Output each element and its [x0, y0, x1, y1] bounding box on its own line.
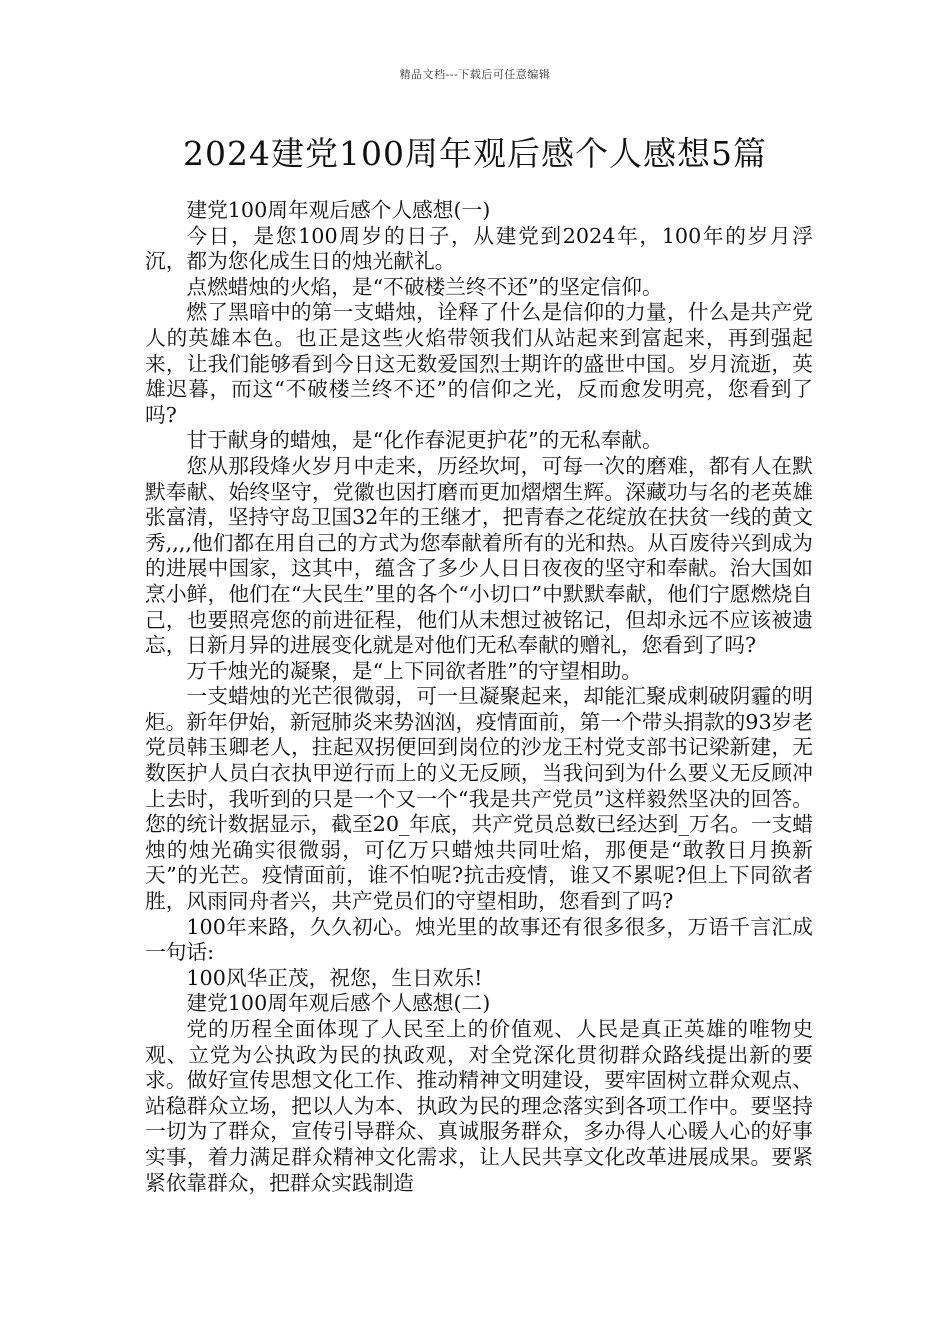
- section-heading-2: 建党100周年观后感个人感想(二): [186, 991, 491, 1016]
- paragraph: 甘于献身的蜡烛，是“化作春泥更护花”的无私奉献。: [186, 428, 663, 453]
- section-heading-1: 建党100周年观后感个人感想(一): [186, 198, 491, 222]
- paragraph: 万千烛光的凝聚，是“上下同欲者胜”的守望相助。: [186, 658, 642, 683]
- paragraph: 燃了黑暗中的第一支蜡烛，诠释了什么是信仰的力量，什么是共产党人的英雄本色。也正是这些火焰带领我们从站起来到富起来，再到强起来，让我们能够看到今日这无数爱国烈士期许的盛世中国。岁月流逝，英雄迟暮，而这“不破楼兰终不还”的信仰之光，反而愈发明亮，您看到了吗?: [145, 300, 813, 427]
- header-note: 精品文档---下载后可任意编辑: [399, 68, 551, 81]
- paragraph: 党的历程全面体现了人民至上的价值观、人民是真正英雄的唯物史观、立党为公执政为民的执政观，对全党深化贯彻群众路线提出新的要求。做好宣传思想文化工作、推动精神文明建设，要牢固树立群众观点、站稳群众立场，把以人为本、执政为民的理念落实到各项工作中。要坚持一切为了群众，宣传引导群众、真诚服务群众，多办得人心暖人心的好事实事，着力满足群众精神文化需求，让人民共享文化改革进展成果。要紧紧依靠群众，把群众实践制造: [145, 1017, 813, 1195]
- paragraph: 点燃蜡烛的火焰，是“不破楼兰终不还”的坚定信仰。: [186, 274, 663, 299]
- paragraph: 100年来路，久久初心。烛光里的故事还有很多很多，万语千言汇成一句话:: [145, 914, 813, 965]
- paragraph: 100风华正茂，祝您，生日欢乐!: [186, 965, 483, 990]
- paragraph: 今日，是您100周岁的日子，从建党到2024年，100年的岁月浮沉，都为您化成生日的烛光献礼。: [145, 223, 813, 274]
- paragraph: 您从那段烽火岁月中走来，历经坎坷，可每一次的磨难，都有人在默默奉献、始终坚守，党徽也因打磨而更加熠熠生辉。深藏功与名的老英雄张富清，坚持守岛卫国32年的王继才，把青春之花绽放在扶贫一线的黄文秀,,,,他们都在用自己的方式为您奉献着所有的光和热。从百废待兴到成为的进展中国家，这其中，蕴含了多少人日日夜夜的坚守和奉献。治大国如烹小鲜，他们在“大民生”里的各个“小切口”中默默奉献，他们宁愿燃烧自己，也要照亮您的前进征程，他们从未想过被铭记，但却永远不应该被遗忘，日新月异的进展变化就是对他们无私奉献的赠礼，您看到了吗?: [145, 453, 813, 658]
- paragraph: 一支蜡烛的光芒很微弱，可一旦凝聚起来，却能汇聚成刺破阴霾的明炬。新年伊始，新冠肺炎来势汹汹，疫情面前，第一个带头捐款的93岁老党员韩玉卿老人，拄起双拐便回到岗位的沙龙王村党支部书记梁新建，无数医护人员白衣执甲逆行而上的义无反顾，当我问到为什么要义无反顾冲上去时，我听到的只是一个又一个“我是共产党员”这样毅然坚决的回答。您的统计数据显示，截至20_年底，共产党员总数已经达到_万名。一支蜡烛的烛光确实很微弱，可亿万只蜡烛共同吐焰，那便是“敢教日月换新天”的光芒。疫情面前，谁不怕呢?抗击疫情，谁又不累呢?但上下同欲者胜，风雨同舟者兴，共产党员们的守望相助，您看到了吗?: [145, 684, 813, 914]
- document-title: 2024建党100周年观后感个人感想5篇: [183, 134, 767, 173]
- document-body: [145, 198, 813, 1196]
